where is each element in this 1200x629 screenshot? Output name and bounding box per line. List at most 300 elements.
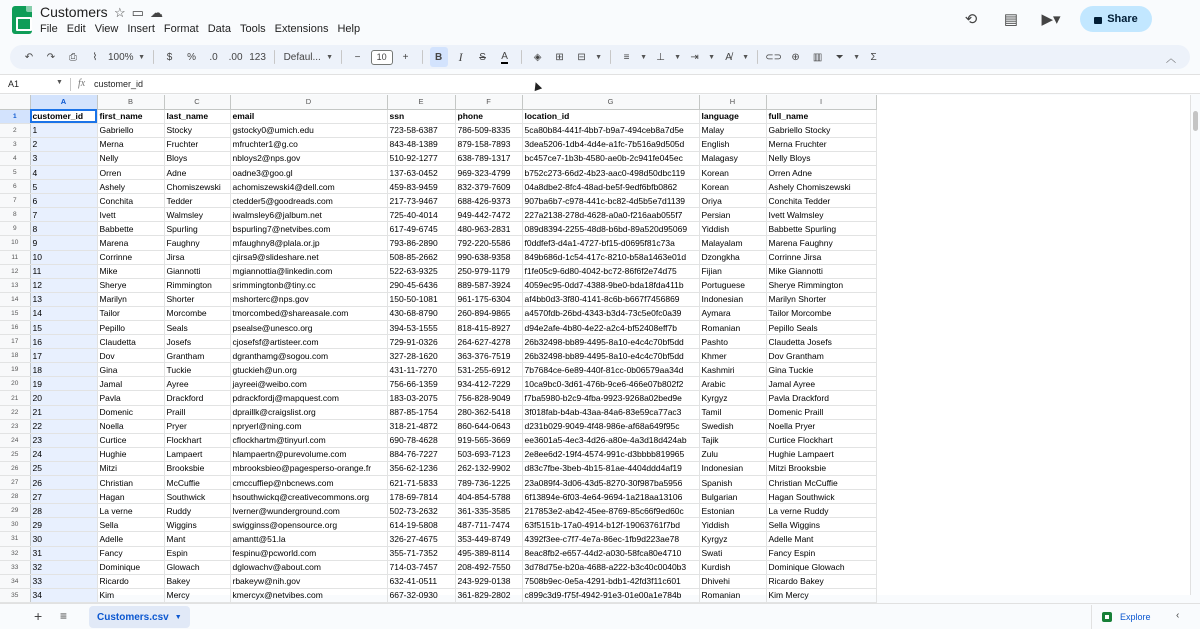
cell[interactable]: 355-71-7352 — [387, 546, 455, 560]
cell[interactable]: 17 — [30, 349, 97, 363]
cell[interactable]: Glowach — [164, 560, 230, 574]
cell[interactable]: 9 — [30, 236, 97, 250]
cell[interactable]: 503-693-7123 — [455, 447, 522, 461]
header-cell[interactable]: phone — [455, 109, 522, 123]
cell[interactable]: 356-62-1236 — [387, 461, 455, 475]
cell[interactable]: Noella — [97, 419, 164, 433]
cell[interactable]: Adne — [164, 165, 230, 179]
cell[interactable]: pdrackfordj@mapquest.com — [230, 391, 387, 405]
cell[interactable]: 7b7684ce-6e89-440f-81cc-0b06579aa34d — [522, 363, 699, 377]
cell[interactable]: hsouthwickq@creativecommons.org — [230, 490, 387, 504]
cell[interactable]: 832-379-7609 — [455, 180, 522, 194]
cell[interactable]: 20 — [30, 391, 97, 405]
cell[interactable]: 508-85-2662 — [387, 250, 455, 264]
cell[interactable]: amantt@51.la — [230, 532, 387, 546]
cell[interactable]: Fruchter — [164, 137, 230, 151]
cell[interactable]: Dominique — [97, 560, 164, 574]
cell[interactable]: Ruddy — [164, 504, 230, 518]
cell[interactable]: Romanian — [699, 321, 766, 335]
cell[interactable]: Arabic — [699, 377, 766, 391]
cell[interactable]: Walmsley — [164, 208, 230, 222]
chevron-down-icon[interactable]: ▼ — [595, 53, 603, 61]
cell[interactable]: 12 — [30, 278, 97, 292]
cell[interactable]: 13 — [30, 292, 97, 306]
cell[interactable]: 326-27-4675 — [387, 532, 455, 546]
cell[interactable]: c899c3d9-f75f-4942-91e3-01e00a1e784b — [522, 588, 699, 602]
cell[interactable]: Mitzi — [97, 461, 164, 475]
cell[interactable]: mshorterc@nps.gov — [230, 292, 387, 306]
cell[interactable]: 7 — [30, 208, 97, 222]
cell[interactable]: 21 — [30, 405, 97, 419]
cell[interactable]: Chomiszewski — [164, 180, 230, 194]
cell[interactable]: 3 — [30, 151, 97, 165]
decrease-decimal-button[interactable]: .0 — [209, 51, 218, 63]
chevron-down-icon[interactable]: ▼ — [742, 53, 750, 61]
cell[interactable]: f7ba5980-b2c9-4fba-9923-9268a02bed9e — [522, 391, 699, 405]
chevron-down-icon[interactable]: ▼ — [853, 53, 861, 61]
cell[interactable]: 961-175-6304 — [455, 292, 522, 306]
cell[interactable]: Flockhart — [164, 433, 230, 447]
comment-icon[interactable]: ▤ — [1003, 11, 1019, 28]
cell[interactable]: d83c7fbe-3beb-4b15-81ae-4404ddd4af19 — [522, 461, 699, 475]
cell[interactable]: cflockhartm@tinyurl.com — [230, 433, 387, 447]
column-header-g[interactable]: G — [522, 95, 699, 109]
cell[interactable]: Conchita — [97, 194, 164, 208]
cell[interactable]: Pepillo Seals — [766, 321, 876, 335]
cell[interactable]: Curtice Flockhart — [766, 433, 876, 447]
menu-help[interactable]: Help — [337, 23, 361, 35]
cell[interactable]: 208-492-7550 — [455, 560, 522, 574]
cell[interactable]: 089d8394-2255-48d8-b6bd-89a520d95069 — [522, 222, 699, 236]
cell[interactable]: Babbette — [97, 222, 164, 236]
cell[interactable]: 949-442-7472 — [455, 208, 522, 222]
chevron-down-icon[interactable]: ▼ — [174, 613, 182, 621]
cell[interactable]: Ricardo — [97, 574, 164, 588]
text-rotation-icon[interactable]: A̸ — [725, 51, 732, 63]
cell[interactable]: 690-78-4628 — [387, 433, 455, 447]
menu-insert[interactable]: Insert — [127, 23, 155, 35]
cell[interactable]: Claudetta Josefs — [766, 335, 876, 349]
cell[interactable]: Mitzi Brooksbie — [766, 461, 876, 475]
star-icon[interactable]: ☆ — [114, 5, 126, 20]
cell[interactable]: dgranthamg@sogou.com — [230, 349, 387, 363]
row-header[interactable]: 8 — [0, 208, 30, 222]
cell[interactable]: 792-220-5586 — [455, 236, 522, 250]
row-header[interactable]: 25 — [0, 447, 30, 461]
cell[interactable]: 789-736-1225 — [455, 476, 522, 490]
chevron-left-icon[interactable]: ‹ — [1176, 610, 1180, 621]
cell[interactable]: 327-28-1620 — [387, 349, 455, 363]
cell[interactable]: achomiszewski4@dell.com — [230, 180, 387, 194]
share-button[interactable] — [1080, 6, 1152, 32]
cell[interactable]: Marilyn — [97, 292, 164, 306]
cell[interactable]: 19 — [30, 377, 97, 391]
cell[interactable]: jayreei@weibo.com — [230, 377, 387, 391]
cell[interactable]: Kashmiri — [699, 363, 766, 377]
cell[interactable]: 250-979-1179 — [455, 264, 522, 278]
cell[interactable]: 969-323-4799 — [455, 165, 522, 179]
cell[interactable]: Espin — [164, 546, 230, 560]
cell[interactable]: 217-73-9467 — [387, 194, 455, 208]
cell[interactable]: iwalmsley6@jalbum.net — [230, 208, 387, 222]
cell[interactable]: 26b32498-bb89-4495-8a10-e4c4c70bf5dd — [522, 349, 699, 363]
formula-input[interactable]: customer_id — [94, 79, 144, 89]
cell[interactable]: 617-49-6745 — [387, 222, 455, 236]
cell[interactable]: La verne Ruddy — [766, 504, 876, 518]
cell[interactable]: Dominique Glowach — [766, 560, 876, 574]
cell[interactable]: 10 — [30, 250, 97, 264]
cell[interactable]: 361-335-3585 — [455, 504, 522, 518]
cell[interactable]: Fancy Espin — [766, 546, 876, 560]
cell[interactable]: 4392f3ee-c7f7-4e7a-86ec-1fb9d223ae78 — [522, 532, 699, 546]
cell[interactable]: 667-32-0930 — [387, 588, 455, 602]
cell[interactable]: 25 — [30, 461, 97, 475]
cell[interactable]: Marena — [97, 236, 164, 250]
cell[interactable]: Wiggins — [164, 518, 230, 532]
cell[interactable]: Spurling — [164, 222, 230, 236]
cell[interactable]: 260-894-9865 — [455, 306, 522, 320]
font-size-decrease-button[interactable]: − — [354, 51, 361, 63]
row-header[interactable]: 34 — [0, 574, 30, 588]
cell[interactable]: 8 — [30, 222, 97, 236]
cell[interactable]: 264-627-4278 — [455, 335, 522, 349]
cell[interactable]: Sherye Rimmington — [766, 278, 876, 292]
cell[interactable]: rbakeyw@nih.gov — [230, 574, 387, 588]
cell[interactable]: 29 — [30, 518, 97, 532]
row-header[interactable]: 10 — [0, 236, 30, 250]
cell[interactable]: Drackford — [164, 391, 230, 405]
name-box[interactable]: A1 — [8, 79, 20, 89]
cell[interactable]: Bakey — [164, 574, 230, 588]
menu-extensions[interactable]: Extensions — [274, 23, 329, 35]
cell[interactable]: Ashely Chomiszewski — [766, 180, 876, 194]
row-header[interactable]: 35 — [0, 588, 30, 602]
cell[interactable]: 6f13894e-6f03-4e64-9694-1a218aa13106 — [522, 490, 699, 504]
cell[interactable]: 756-828-9049 — [455, 391, 522, 405]
cell[interactable]: 24 — [30, 447, 97, 461]
chevron-down-icon[interactable]: ▼ — [708, 53, 716, 61]
cell[interactable]: Corrinne Jirsa — [766, 250, 876, 264]
row-header[interactable]: 27 — [0, 476, 30, 490]
cell[interactable]: Nelly — [97, 151, 164, 165]
cell[interactable]: mfruchter1@g.co — [230, 137, 387, 151]
cell[interactable]: Yiddish — [699, 222, 766, 236]
row-header[interactable]: 9 — [0, 222, 30, 236]
row-header[interactable]: 26 — [0, 461, 30, 475]
cell[interactable]: 178-69-7814 — [387, 490, 455, 504]
cell[interactable]: Adelle — [97, 532, 164, 546]
cell[interactable]: Shorter — [164, 292, 230, 306]
cell[interactable]: 5 — [30, 180, 97, 194]
cell[interactable]: Tuckie — [164, 363, 230, 377]
cell[interactable]: Fancy — [97, 546, 164, 560]
chevron-down-icon[interactable]: ▼ — [138, 53, 146, 61]
cell[interactable]: f0ddfef3-d4a1-4727-bf15-d0695f81c73a — [522, 236, 699, 250]
cell[interactable]: McCuffie — [164, 476, 230, 490]
cell[interactable]: Gina Tuckie — [766, 363, 876, 377]
cell[interactable]: npryerl@ning.com — [230, 419, 387, 433]
cell[interactable]: cjosefsf@artisteer.com — [230, 335, 387, 349]
fill-color-icon[interactable]: ◈ — [533, 51, 542, 63]
cell[interactable]: Noella Pryer — [766, 419, 876, 433]
cell[interactable]: Orren Adne — [766, 165, 876, 179]
cell[interactable]: Mant — [164, 532, 230, 546]
menu-data[interactable]: Data — [207, 23, 231, 35]
cell[interactable]: bc457ce7-1b3b-4580-ae0b-2c941fe045ec — [522, 151, 699, 165]
cell[interactable]: 3d78d75e-b20a-4688-a222-b3c40c0040b3 — [522, 560, 699, 574]
percent-format-button[interactable]: % — [187, 51, 197, 63]
cell[interactable]: kmercyx@netvibes.com — [230, 588, 387, 602]
cell[interactable]: Indonesian — [699, 461, 766, 475]
cell[interactable]: 459-83-9459 — [387, 180, 455, 194]
row-header[interactable]: 30 — [0, 518, 30, 532]
increase-decimal-button[interactable]: .00 — [228, 51, 243, 63]
cell[interactable]: Kim Mercy — [766, 588, 876, 602]
vertical-scrollbar[interactable] — [1190, 95, 1200, 595]
text-color-button[interactable]: A — [501, 50, 508, 62]
cell[interactable]: 23a089f4-3d06-43d5-8270-30f987ba5956 — [522, 476, 699, 490]
menu-file[interactable]: File — [40, 23, 58, 35]
cell[interactable]: 7508b9ec-0e5a-4291-bdb1-42fd3f11c601 — [522, 574, 699, 588]
cell[interactable]: 793-86-2890 — [387, 236, 455, 250]
cell[interactable]: dglowachv@about.com — [230, 560, 387, 574]
strikethrough-button[interactable]: S — [479, 51, 486, 63]
cell[interactable]: English — [699, 137, 766, 151]
cell[interactable]: 5ca80b84-441f-4bb7-b9a7-494ceb8a7d5e — [522, 123, 699, 137]
italic-button[interactable]: I — [458, 49, 463, 64]
cell[interactable]: Merna Fruchter — [766, 137, 876, 151]
cell[interactable]: 31 — [30, 546, 97, 560]
cell[interactable]: Korean — [699, 180, 766, 194]
row-header[interactable]: 16 — [0, 321, 30, 335]
functions-icon[interactable]: Σ — [870, 51, 877, 63]
cell[interactable]: Dov Grantham — [766, 349, 876, 363]
column-header-e[interactable]: E — [387, 95, 455, 109]
row-header[interactable]: 23 — [0, 419, 30, 433]
sheet-tab[interactable] — [89, 606, 190, 628]
cell[interactable]: Gabriello — [97, 123, 164, 137]
cell[interactable]: Conchita Tedder — [766, 194, 876, 208]
header-cell[interactable]: language — [699, 109, 766, 123]
cell[interactable]: Josefs — [164, 335, 230, 349]
cell[interactable]: gtuckieh@un.org — [230, 363, 387, 377]
cell[interactable]: Tedder — [164, 194, 230, 208]
cell[interactable]: Bulgarian — [699, 490, 766, 504]
cell[interactable]: Orren — [97, 165, 164, 179]
cell[interactable]: Nelly Bloys — [766, 151, 876, 165]
cell[interactable]: 723-58-6387 — [387, 123, 455, 137]
row-header[interactable]: 1 — [0, 109, 30, 123]
cell[interactable]: 879-158-7893 — [455, 137, 522, 151]
row-header[interactable]: 14 — [0, 292, 30, 306]
cell[interactable]: Mike — [97, 264, 164, 278]
cell[interactable]: Ivett — [97, 208, 164, 222]
cell[interactable]: 243-929-0138 — [455, 574, 522, 588]
cell[interactable]: Zulu — [699, 447, 766, 461]
cell[interactable]: Dov — [97, 349, 164, 363]
cell[interactable]: Yiddish — [699, 518, 766, 532]
cell[interactable]: 11 — [30, 264, 97, 278]
cell[interactable]: Christian — [97, 476, 164, 490]
cell[interactable]: Claudetta — [97, 335, 164, 349]
paint-format-icon[interactable]: ⌇ — [92, 51, 98, 63]
cell[interactable]: 353-449-8749 — [455, 532, 522, 546]
cell[interactable]: 3f018fab-b4ab-43aa-84a6-83e59ca77ac3 — [522, 405, 699, 419]
merge-cells-icon[interactable]: ⊟ — [577, 51, 586, 63]
cell[interactable]: Faughny — [164, 236, 230, 250]
cell[interactable]: 4 — [30, 165, 97, 179]
cell[interactable]: Ayree — [164, 377, 230, 391]
cell[interactable]: 889-587-3924 — [455, 278, 522, 292]
cell[interactable]: af4bb0d3-3f80-4141-8c6b-b667f7456869 — [522, 292, 699, 306]
font-select[interactable] — [282, 47, 322, 67]
cell[interactable]: Merna — [97, 137, 164, 151]
cell[interactable]: Estonian — [699, 504, 766, 518]
cell[interactable]: Stocky — [164, 123, 230, 137]
cell[interactable]: Pavla Drackford — [766, 391, 876, 405]
cell[interactable]: 04a8dbe2-8fc4-48ad-be5f-9edf6bfb0862 — [522, 180, 699, 194]
cell[interactable]: 217853e2-ab42-45ee-8769-85c66f9ed60c — [522, 504, 699, 518]
cell[interactable]: 990-638-9358 — [455, 250, 522, 264]
cell[interactable]: 729-91-0326 — [387, 335, 455, 349]
cell[interactable]: Pryer — [164, 419, 230, 433]
cell[interactable]: Fijian — [699, 264, 766, 278]
row-header[interactable]: 22 — [0, 405, 30, 419]
cell[interactable]: 843-48-1389 — [387, 137, 455, 151]
cell[interactable]: 934-412-7229 — [455, 377, 522, 391]
insert-comment-icon[interactable]: ⊕ — [791, 51, 800, 63]
cell[interactable]: 621-71-5833 — [387, 476, 455, 490]
cell[interactable]: 495-389-8114 — [455, 546, 522, 560]
cell[interactable]: b752c273-66d2-4b23-aac0-498d50dbc119 — [522, 165, 699, 179]
font-size-increase-button[interactable]: + — [402, 51, 409, 63]
cell[interactable]: 28 — [30, 504, 97, 518]
font-size-input[interactable]: 10 — [371, 50, 393, 65]
cell[interactable]: Hagan Southwick — [766, 490, 876, 504]
cell[interactable]: Bloys — [164, 151, 230, 165]
cell[interactable]: Malay — [699, 123, 766, 137]
cell[interactable]: Jamal — [97, 377, 164, 391]
cell[interactable]: Curtice — [97, 433, 164, 447]
collapse-toolbar-icon[interactable]: ︿ — [1166, 53, 1176, 65]
cell[interactable]: 531-255-6912 — [455, 363, 522, 377]
cell[interactable]: Tailor Morcombe — [766, 306, 876, 320]
meet-icon[interactable]: ▶▾ — [1041, 11, 1061, 28]
chevron-down-icon[interactable]: ▼ — [674, 53, 682, 61]
row-header[interactable]: 7 — [0, 194, 30, 208]
cell[interactable]: Swedish — [699, 419, 766, 433]
column-header-c[interactable]: C — [164, 95, 230, 109]
cell[interactable]: Ricardo Bakey — [766, 574, 876, 588]
row-header[interactable]: 32 — [0, 546, 30, 560]
cell[interactable]: Giannotti — [164, 264, 230, 278]
cell[interactable]: psealse@unesco.org — [230, 321, 387, 335]
menu-edit[interactable]: Edit — [66, 23, 86, 35]
cell[interactable]: Pepillo — [97, 321, 164, 335]
header-cell[interactable]: ssn — [387, 109, 455, 123]
header-cell[interactable]: email — [230, 109, 387, 123]
explore-button[interactable] — [1091, 605, 1161, 629]
cell[interactable]: Domenic Praill — [766, 405, 876, 419]
cell[interactable]: 14 — [30, 306, 97, 320]
column-header-a[interactable]: A — [30, 95, 97, 109]
menu-icon[interactable]: ≡ — [60, 609, 68, 623]
cell[interactable]: gstocky0@umich.edu — [230, 123, 387, 137]
cell[interactable]: 725-40-4014 — [387, 208, 455, 222]
cell[interactable]: Pavla — [97, 391, 164, 405]
cell[interactable]: 3dea5206-1db4-4d4e-a1fc-7b516a9d505d — [522, 137, 699, 151]
row-header[interactable]: 18 — [0, 349, 30, 363]
cell[interactable]: 15 — [30, 321, 97, 335]
cell[interactable]: Mike Giannotti — [766, 264, 876, 278]
cell[interactable]: 2 — [30, 137, 97, 151]
row-header[interactable]: 31 — [0, 532, 30, 546]
cell[interactable]: Swati — [699, 546, 766, 560]
cell[interactable]: 22 — [30, 419, 97, 433]
row-header[interactable]: 3 — [0, 137, 30, 151]
cell[interactable]: 262-132-9902 — [455, 461, 522, 475]
select-all-corner[interactable] — [0, 95, 30, 109]
insert-chart-icon[interactable]: ▥ — [812, 51, 823, 63]
cell[interactable]: cmccuffiep@nbcnews.com — [230, 476, 387, 490]
chevron-down-icon[interactable]: ▼ — [56, 79, 63, 86]
cell[interactable]: 280-362-5418 — [455, 405, 522, 419]
cell[interactable]: 756-66-1359 — [387, 377, 455, 391]
cell[interactable]: mgiannottia@linkedin.com — [230, 264, 387, 278]
cell[interactable]: Babbette Spurling — [766, 222, 876, 236]
bold-button[interactable]: B — [430, 47, 448, 67]
cell[interactable]: Gabriello Stocky — [766, 123, 876, 137]
cell[interactable]: 860-644-0643 — [455, 419, 522, 433]
row-header[interactable]: 20 — [0, 377, 30, 391]
scrollbar-thumb[interactable] — [1193, 111, 1198, 131]
cell[interactable]: Hughie Lampaert — [766, 447, 876, 461]
cell[interactable]: ctedder5@goodreads.com — [230, 194, 387, 208]
number-format-button[interactable]: 123 — [249, 51, 266, 63]
chevron-down-icon[interactable]: ▼ — [640, 53, 648, 61]
cell[interactable]: Domenic — [97, 405, 164, 419]
cell[interactable]: Brooksbie — [164, 461, 230, 475]
cell[interactable]: 502-73-2632 — [387, 504, 455, 518]
move-folder-icon[interactable]: ▭ — [131, 5, 144, 20]
cell[interactable]: Rimmington — [164, 278, 230, 292]
cell[interactable]: Tamil — [699, 405, 766, 419]
cell[interactable]: 394-53-1555 — [387, 321, 455, 335]
cell[interactable]: Ivett Walmsley — [766, 208, 876, 222]
cell[interactable]: 26 — [30, 476, 97, 490]
cell[interactable]: Seals — [164, 321, 230, 335]
cell[interactable]: Hagan — [97, 490, 164, 504]
row-header[interactable]: 5 — [0, 165, 30, 179]
cell[interactable]: 522-63-9325 — [387, 264, 455, 278]
cell[interactable]: Mercy — [164, 588, 230, 602]
cell[interactable]: Malagasy — [699, 151, 766, 165]
cell[interactable]: a4570fdb-26bd-4343-b3d4-73c5e0fc0a39 — [522, 306, 699, 320]
cloud-status-icon[interactable]: ☁ — [149, 5, 163, 20]
cell[interactable]: Praill — [164, 405, 230, 419]
cell[interactable]: 8eac8fb2-e657-44d2-a030-58fca80e4710 — [522, 546, 699, 560]
cell[interactable]: 614-19-5808 — [387, 518, 455, 532]
cell[interactable]: 23 — [30, 433, 97, 447]
insert-link-icon[interactable]: ⊂⊃ — [765, 51, 782, 63]
cell[interactable]: mbrooksbieo@pagesperso-orange.fr — [230, 461, 387, 475]
cell[interactable]: 430-68-8790 — [387, 306, 455, 320]
cell[interactable]: 4059ec95-0dd7-4388-9be0-bda18fda411b — [522, 278, 699, 292]
header-cell[interactable]: last_name — [164, 109, 230, 123]
cell[interactable]: 290-45-6436 — [387, 278, 455, 292]
cell[interactable]: 431-11-7270 — [387, 363, 455, 377]
cell[interactable]: 318-21-4872 — [387, 419, 455, 433]
